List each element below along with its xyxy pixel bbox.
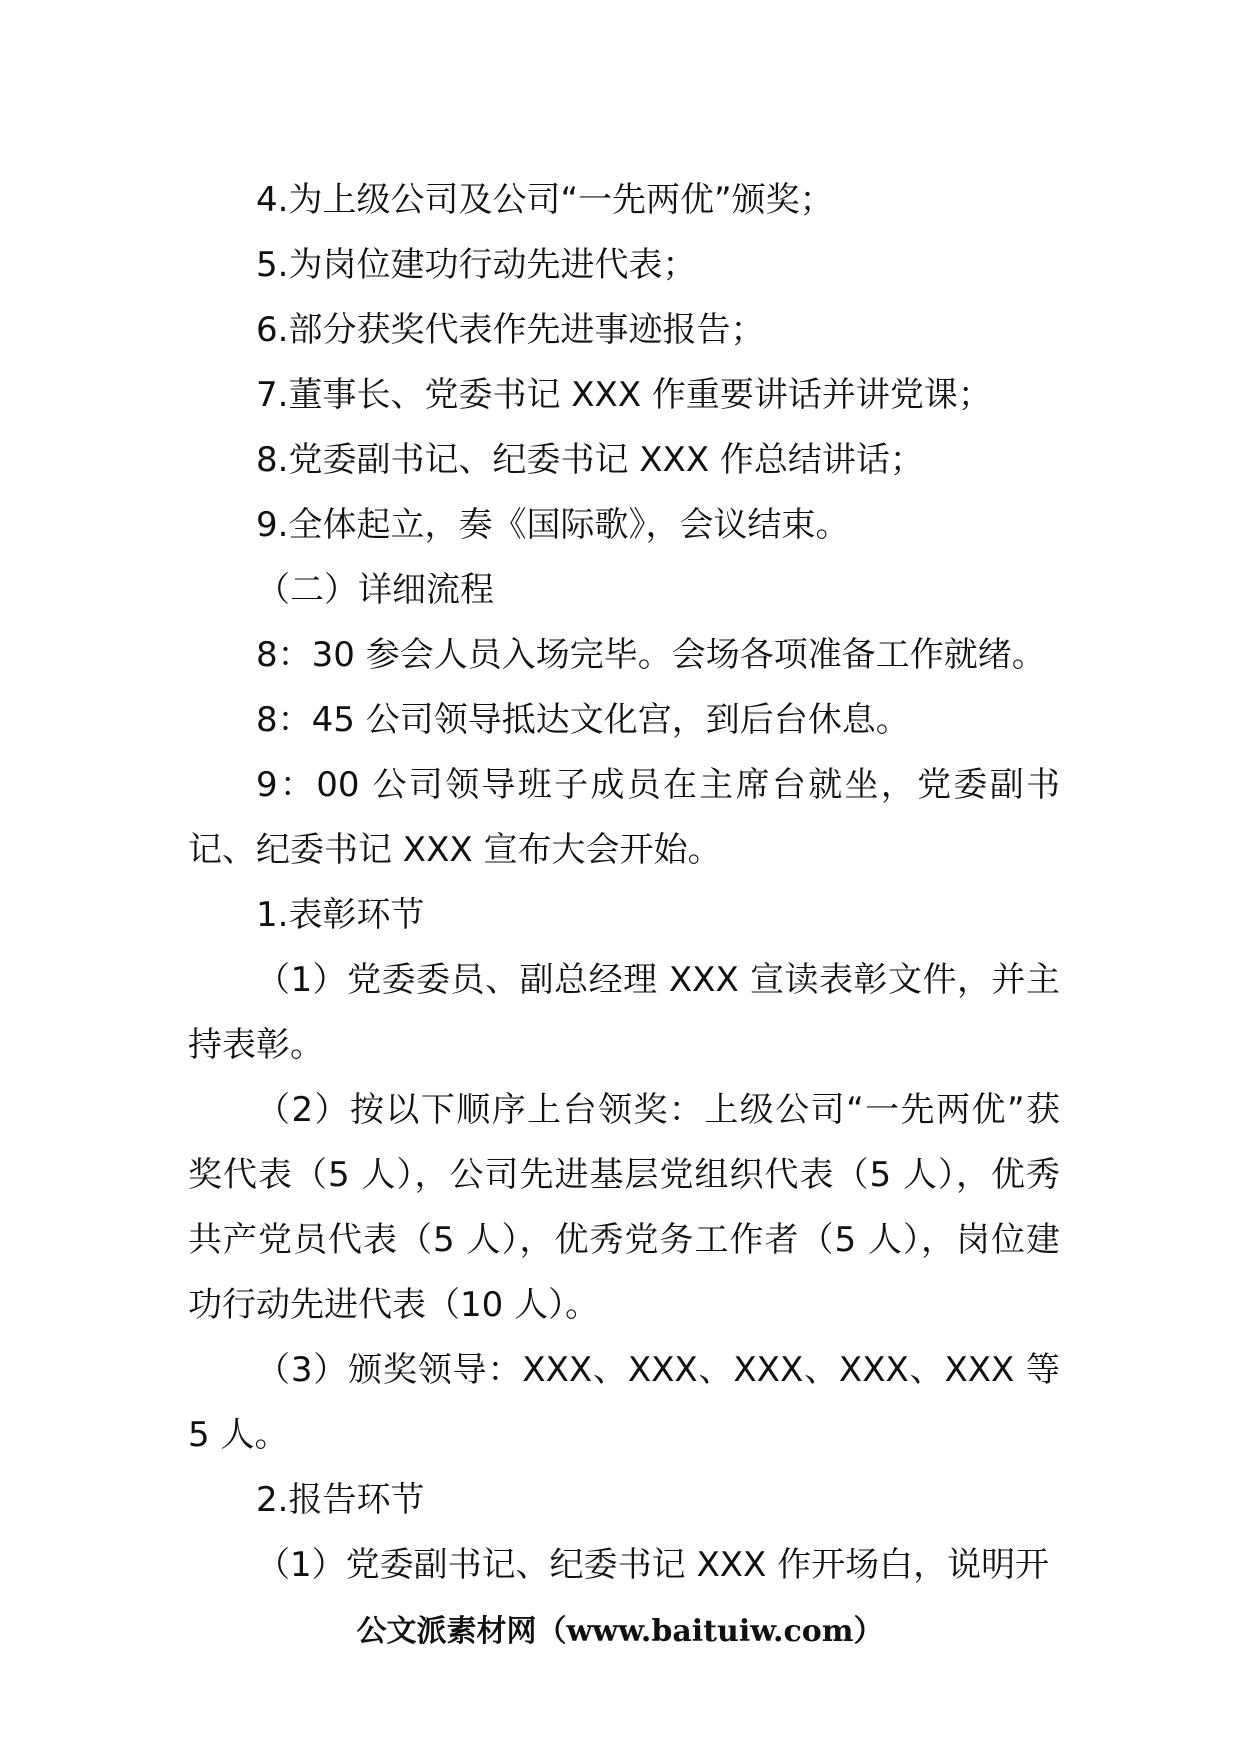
footer-watermark: 公文派素材网（www.baituiw.com） <box>356 1614 884 1649</box>
schedule-item-0845: 8：45 公司领导抵达文化宫，到后台休息。 <box>256 700 910 740</box>
commendation-step-3: （3）颁奖领导：XXX、XXX、XXX、XXX、XXX 等 5 人。 <box>188 1350 1060 1455</box>
section-heading-detailed-process: （二）详细流程 <box>256 570 494 610</box>
schedule-item-0830: 8：30 参会人员入场完毕。会场各项准备工作就绪。 <box>256 635 1046 675</box>
list-item-meeting-end: 9.全体起立，奏《国际歌》，会议结束。 <box>256 505 850 545</box>
subsection-heading-report: 2.报告环节 <box>256 1480 425 1520</box>
commendation-step-1: （1）党委委员、副总经理 XXX 宣读表彰文件，并主持表彰。 <box>188 960 1060 1065</box>
commendation-step-2: （2）按以下顺序上台领奖：上级公司“一先两优”获奖代表（5 人），公司先进基层党组织代表（5 人），优秀共产党员代表（5 人），优秀党务工作者（5 人），岗位建功行动先进代表（10 人）。 <box>188 1090 1060 1325</box>
list-item-award-ceremony: 4.为上级公司及公司“一先两优”颁奖； <box>256 180 834 220</box>
document-body <box>188 168 1060 1598</box>
schedule-item-0900: 9：00 公司领导班子成员在主席台就坐，党委副书记、纪委书记 XXX 宣布大会开始。 <box>188 765 1060 870</box>
list-item-chairman-speech: 7.董事长、党委书记 XXX 作重要讲话并讲党课； <box>256 375 992 415</box>
list-item-deeds-report: 6.部分获奖代表作先进事迹报告； <box>256 310 765 350</box>
subsection-heading-commendation: 1.表彰环节 <box>256 895 425 935</box>
report-step-1: （1）党委副书记、纪委书记 XXX 作开场白，说明开 <box>256 1545 1050 1585</box>
list-item-post-merit-awards: 5.为岗位建功行动先进代表； <box>256 245 697 285</box>
list-item-summary-speech: 8.党委副书记、纪委书记 XXX 作总结讲话； <box>256 440 924 480</box>
